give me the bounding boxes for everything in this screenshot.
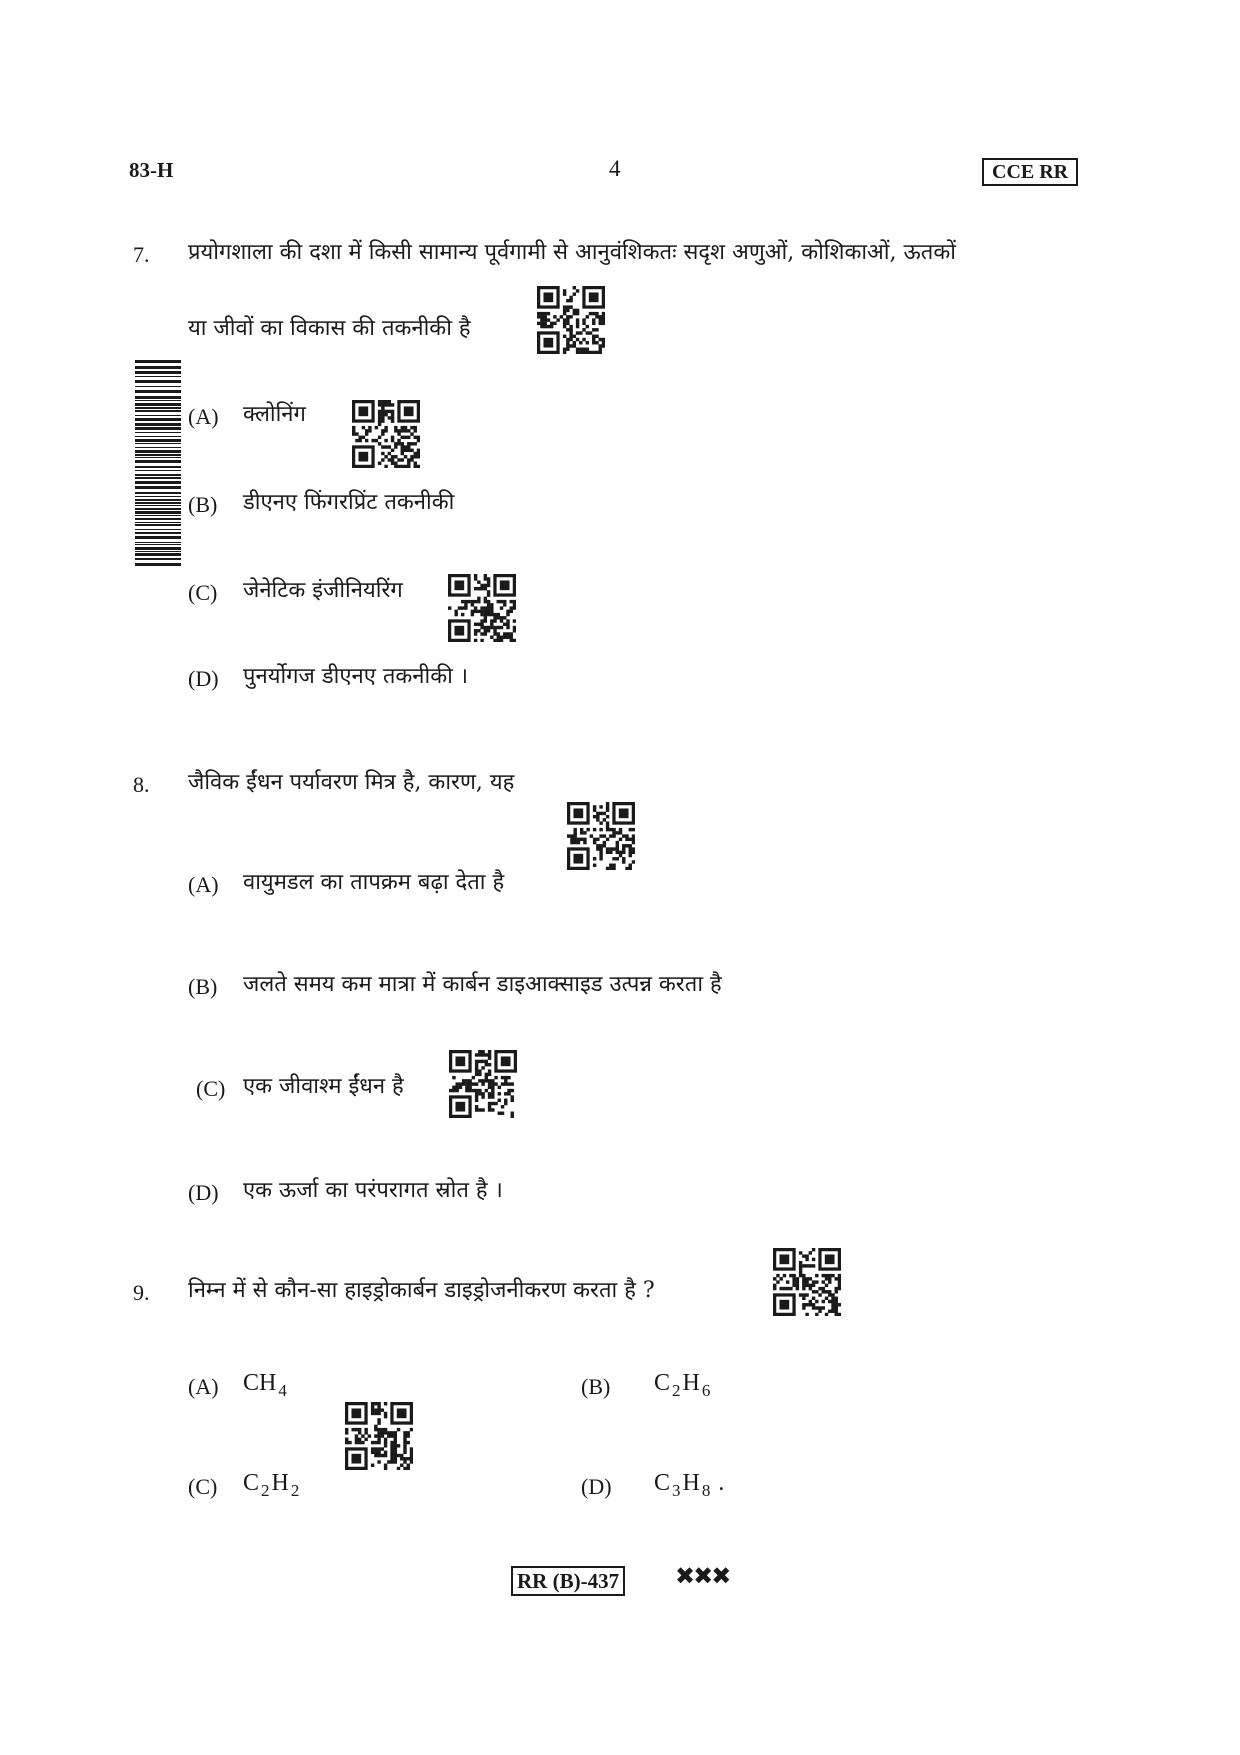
qr-code-icon <box>448 574 516 642</box>
exam-type-box: CCE RR <box>982 158 1078 186</box>
q9-option-a-letter: (A) <box>188 1374 219 1399</box>
q9-option-c-letter: (C) <box>188 1474 218 1499</box>
q9-option-d-formula: C $_3$H $_8$ . <box>654 1470 725 1500</box>
q7-option-a-text: क्लोनिंग <box>243 402 306 427</box>
q8-option-b-letter: (B) <box>188 974 218 999</box>
q7-option-c-letter: (C) <box>188 580 218 605</box>
question-7-number: 7. <box>133 242 150 267</box>
qr-code-icon <box>449 1050 517 1118</box>
q7-option-a-letter: (A) <box>188 404 219 429</box>
footer-ornament: ✖✖✖ <box>675 1562 730 1590</box>
question-9-number: 9. <box>133 1280 150 1305</box>
q8-option-a-text: वायुमडल का तापक्रम बढ़ा देता है <box>243 870 505 895</box>
q7-option-b-text: डीएनए फिंगरप्रिंट तकनीकी <box>243 490 455 515</box>
q9-option-a-formula: CH $_4$ <box>243 1370 287 1400</box>
question-8-text: जैविक ईंधन पर्यावरण मित्र है, कारण, यह <box>188 770 515 795</box>
q8-option-d-text: एक ऊर्जा का परंपरागत स्रोत है । <box>243 1178 503 1203</box>
qr-code-icon <box>537 286 605 354</box>
q9-option-d-letter: (D) <box>581 1474 612 1499</box>
q9-option-b-letter: (B) <box>581 1374 611 1399</box>
footer-code-box: RR (B)-437 <box>511 1566 625 1596</box>
question-7-text-line2: या जीवों का विकास की तकनीकी है <box>188 316 471 341</box>
qr-code-icon <box>567 802 635 870</box>
barcode-icon <box>135 360 181 570</box>
q7-option-b-letter: (B) <box>188 492 218 517</box>
qr-code-icon <box>773 1248 841 1316</box>
q7-option-d-letter: (D) <box>188 666 219 691</box>
q8-option-b-text: जलते समय कम मात्रा में कार्बन डाइआक्साइड उत्पन्न करता है <box>243 972 722 997</box>
qr-code-icon <box>345 1402 413 1470</box>
q7-option-d-text: पुनर्योगज डीएनए तकनीकी । <box>243 664 469 689</box>
q8-option-c-text: एक जीवाश्म ईंधन है <box>243 1074 404 1099</box>
question-7-text-line1: प्रयोगशाला की दशा में किसी सामान्य पूर्वगामी से आनुवंशिकतः सदृश अणुओं, कोशिकाओं, ऊतकों <box>188 240 956 265</box>
question-8-number: 8. <box>133 772 150 797</box>
q8-option-c-letter: (C) <box>196 1076 226 1101</box>
paper-code: 83-H <box>129 158 174 182</box>
q9-option-c-formula: C $_2$H $_2$ <box>243 1470 300 1500</box>
q7-option-c-text: जेनेटिक इंजीनियरिंग <box>243 578 403 603</box>
page-number: 4 <box>609 156 621 181</box>
q9-option-b-formula: C $_2$H $_6$ <box>654 1370 711 1400</box>
question-9-text: निम्न में से कौन-सा हाइड्रोकार्बन डाइड्रोजनीकरण करता है ? <box>188 1278 655 1303</box>
q8-option-d-letter: (D) <box>188 1180 219 1205</box>
qr-code-icon <box>352 400 420 468</box>
q8-option-a-letter: (A) <box>188 872 219 897</box>
